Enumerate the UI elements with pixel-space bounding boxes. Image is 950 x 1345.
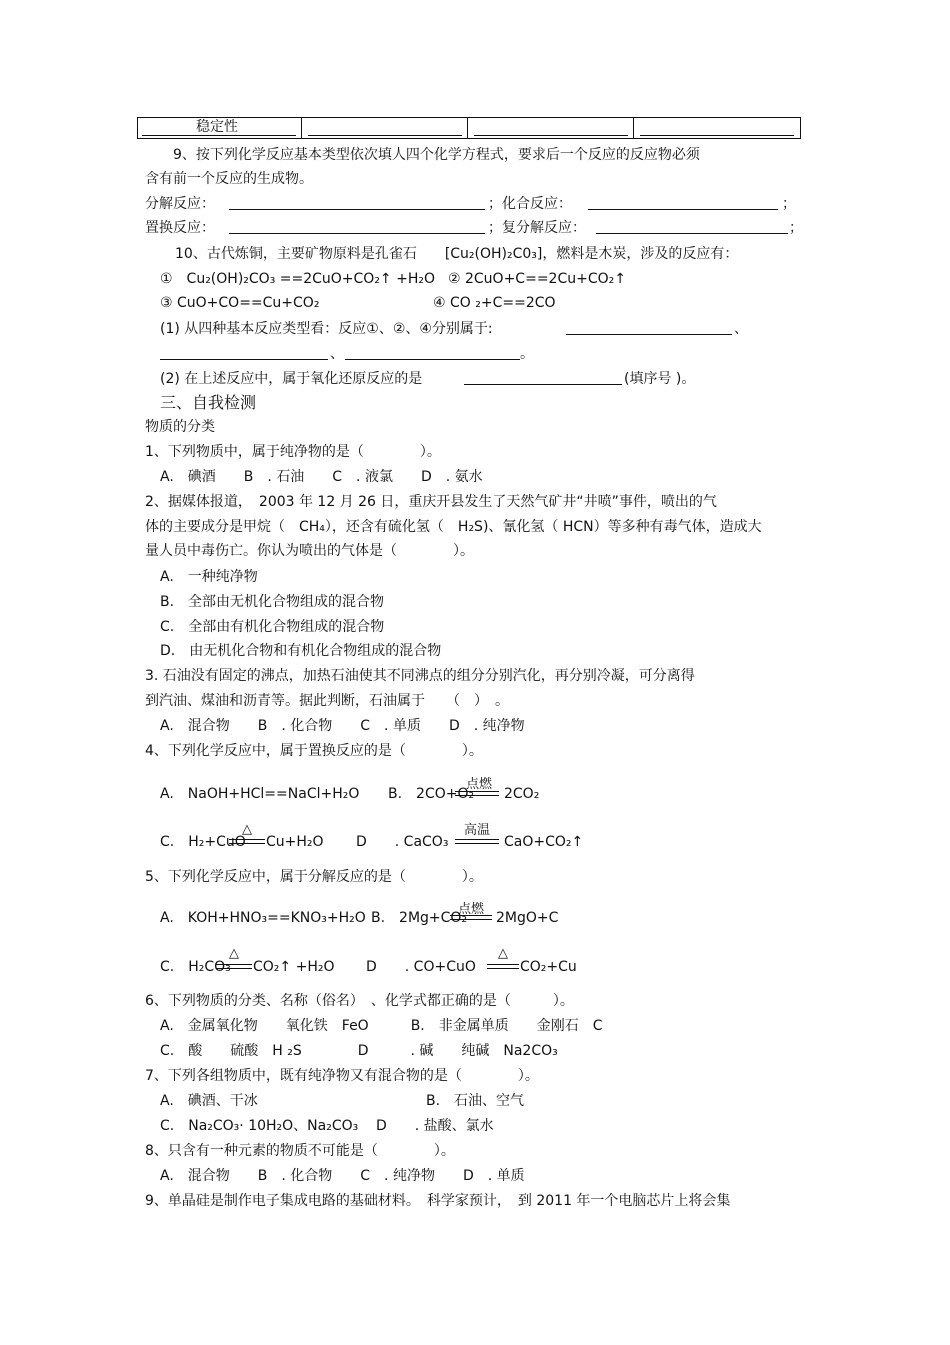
- s5-option-c-condition: △: [229, 946, 239, 961]
- s2-option-b: B. 全部由无机化合物组成的混合物: [160, 594, 385, 610]
- q10-part1-separator: 、: [330, 346, 344, 362]
- table-cell: [634, 118, 800, 138]
- q10-part1-blank-1[interactable]: [566, 320, 732, 340]
- q9-text-line1: 9、按下列化学反应基本类型依次填人四个化学方程式，要求后一个反应的反应物必须: [173, 147, 700, 163]
- table-cell: [138, 118, 302, 138]
- s5-option-b-condition: 点燃: [458, 902, 485, 917]
- s4-option-c-left: C. H₂+CuO: [160, 834, 246, 850]
- s2-option-a: A. 一种纯净物: [160, 569, 258, 585]
- s2-option-c: C. 全部由有机化合物组成的混合物: [160, 619, 385, 635]
- table-cell: [302, 118, 468, 138]
- s4-option-c-right: Cu+H₂O: [266, 834, 324, 850]
- s4-option-b-condition: 点燃: [466, 777, 493, 792]
- q10-part2-text: (2) 在上述反应中，属于氧化还原反应的是: [160, 371, 423, 387]
- s2-question-line3: 量人员中毒伤亡。你认为喷出的气体是（ ）。: [145, 543, 474, 559]
- q10-reaction-2: ② 2CuO+C==2Cu+CO₂↑: [448, 271, 626, 287]
- q10-part1-separator: 、: [734, 321, 748, 337]
- s5-question: 5、下列化学反应中，属于分解反应的是（ ）。: [145, 869, 483, 885]
- q10-part1-text: (1) 从四种基本反应类型看：反应①、②、④分别属于:: [160, 321, 493, 337]
- s7-option-d: D . 盐酸、氯水: [376, 1118, 494, 1134]
- s6-options-ab: A. 金属氧化物 氧化铁 FeO B. 非金属单质 金刚石 C: [160, 1018, 603, 1034]
- s5-option-d-left: D . CO+CuO: [366, 959, 476, 975]
- s5-option-c-left: C. H₂CO₃: [160, 959, 231, 975]
- q9-separator: ；: [488, 196, 502, 212]
- equals-sign: [229, 839, 265, 844]
- s7-option-a: A. 碘酒、干冰: [160, 1093, 258, 1109]
- q10-reaction-1: ① Cu₂(OH)₂CO₃ ==2CuO+CO₂↑ +H₂O: [160, 271, 435, 287]
- table-row-label: 稳定性: [196, 119, 238, 135]
- s3-options: A. 混合物 B . 化合物 C . 单质 D . 纯净物: [160, 718, 525, 734]
- property-table: [137, 117, 801, 139]
- s1-question: 1、下列物质中，属于纯净物的是（ ）。: [145, 444, 441, 460]
- s5-option-d-right: CO₂+Cu: [520, 959, 577, 975]
- s4-option-b-left: B. 2CO+O₂: [388, 786, 475, 802]
- s5-option-c-right: CO₂↑ +H₂O: [253, 959, 335, 975]
- s5-option-b-left: B. 2Mg+CO₂: [371, 910, 468, 926]
- s4-option-d-right: CaO+CO₂↑: [504, 834, 584, 850]
- q9-double-replacement-label: 复分解反应：: [502, 220, 586, 236]
- equals-sign: [216, 964, 252, 969]
- s2-question-line1: 2、据媒体报道， 2003 年 12 月 26 日，重庆开县发生了天然气矿井“井喷”事件，喷出的气: [145, 494, 717, 510]
- q9-separator: ；: [789, 220, 803, 236]
- q9-replacement-blank[interactable]: [229, 219, 485, 239]
- section-title: 三、自我检测: [160, 393, 257, 412]
- s4-option-c-condition: △: [242, 822, 252, 837]
- q10-reaction-3: ③ CuO+CO==Cu+CO₂: [160, 295, 320, 311]
- q9-separator: ；: [782, 196, 796, 212]
- q9-decomposition-label: 分解反应：: [145, 196, 215, 212]
- q9-replacement-label: 置换反应：: [145, 220, 215, 236]
- s2-question-line2: 体的主要成分是甲烷（ CH₄），还含有硫化氢（ H₂S)、氰化氢（ HCN）等多种有毒气体，造成大: [145, 519, 762, 535]
- s6-options-cd: C. 酸 硫酸 H ₂S D . 碱 纯碱 Na2CO₃: [160, 1043, 558, 1059]
- section-subtitle: 物质的分类: [145, 419, 215, 435]
- q10-part1-blank-3[interactable]: [345, 345, 520, 365]
- q9-separator: ；: [488, 220, 502, 236]
- s2-option-d: D. 由无机化合物和有机化合物组成的混合物: [160, 643, 442, 659]
- q10-part2-end: (填序号 )。: [624, 371, 696, 387]
- q10-part2-blank[interactable]: [464, 370, 622, 390]
- q9-combination-label: 化合反应：: [502, 196, 572, 212]
- s7-option-c: C. Na₂CO₃· 10H₂O、Na₂CO₃: [160, 1118, 359, 1134]
- s4-option-d-condition: 高温: [464, 823, 491, 838]
- q10-part1-blank-2[interactable]: [160, 345, 328, 365]
- s9-question: 9、单晶硅是制作电子集成电路的基础材料。 科学家预计， 到 2011 年一个电脑芯片上将会集: [145, 1193, 731, 1209]
- q10-text: 10、古代炼铜，主要矿物原料是孔雀石 [Cu₂(OH)₂C0₃]，燃料是木炭，涉及的反应有：: [175, 246, 739, 262]
- table-cell: [468, 118, 634, 138]
- equals-sign: [455, 791, 499, 796]
- q10-part1-end: 。: [520, 346, 534, 362]
- q9-decomposition-blank[interactable]: [229, 195, 485, 215]
- s7-option-b: B. 石油、空气: [426, 1093, 525, 1109]
- s4-option-a: A. NaOH+HCl==NaCl+H₂O: [160, 786, 360, 802]
- s4-option-b-right: 2CO₂: [504, 786, 540, 802]
- s4-option-d-left: D . CaCO₃: [356, 834, 449, 850]
- s7-question: 7、下列各组物质中，既有纯净物又有混合物的是（ ）。: [145, 1068, 539, 1084]
- s4-question: 4、下列化学反应中，属于置换反应的是（ ）。: [145, 743, 483, 759]
- s5-option-d-condition: △: [498, 946, 508, 961]
- equals-sign: [455, 839, 499, 844]
- s5-option-a: A. KOH+HNO₃==KNO₃+H₂O: [160, 910, 366, 926]
- s6-question: 6、下列物质的分类、名称（俗名） 、化学式都正确的是（ ）。: [145, 993, 574, 1009]
- s5-option-b-right: 2MgO+C: [496, 910, 559, 926]
- q9-text-line2: 含有前一个反应的生成物。: [145, 171, 313, 187]
- equals-sign: [487, 964, 519, 969]
- equals-sign: [450, 915, 492, 920]
- s3-question-line2: 到汽油、煤油和沥青等。据此判断，石油属于 （ ） 。: [145, 693, 509, 709]
- s8-question: 8、只含有一种元素的物质不可能是（ ）。: [145, 1143, 455, 1159]
- q10-reaction-4: ④ CO ₂+C==2CO: [433, 295, 556, 311]
- q9-combination-blank[interactable]: [588, 195, 778, 215]
- s8-options: A. 混合物 B . 化合物 C . 纯净物 D . 单质: [160, 1168, 525, 1184]
- s3-question-line1: 3. 石油没有固定的沸点，加热石油使其不同沸点的组分分别汽化，再分别冷凝，可分离得: [145, 668, 695, 684]
- q9-double-replacement-blank[interactable]: [596, 219, 788, 239]
- s1-options: A. 碘酒 B . 石油 C . 液氯 D . 氨水: [160, 469, 483, 485]
